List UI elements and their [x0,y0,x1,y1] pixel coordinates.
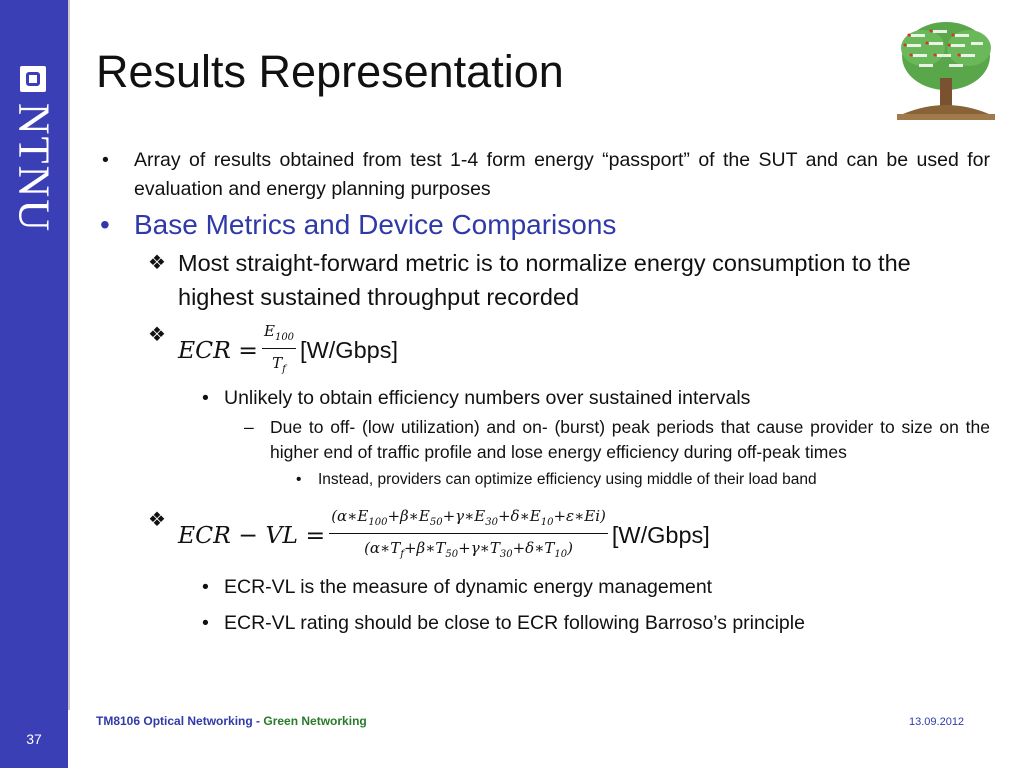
sidebar-divider [68,0,70,710]
ecr-vl-formula-lhs: 𝐸𝐶𝑅 − 𝑉𝐿 = [178,520,326,549]
ecr-fraction [262,318,296,381]
bullet-normalize-text: Most straight-forward metric is to normalize energy consumption to the highest sustained throughput recorded [178,250,911,310]
diamond-bullet-icon: ❖ [148,324,166,346]
ntnu-logo-icon [20,66,46,92]
ecr-vl-numerator: $(\alpha∗E_{100}+\beta∗E_{50}+\gamma∗E_{30}+\delta∗E_{10}+\varepsilon∗Ei)$ [329,503,608,534]
bullet-ecr-vl-dynamic: • ECR-VL is the measure of dynamic energy management [200,572,990,602]
ecr-denominator-sub: f [282,364,286,375]
ecr-numerator-sub: 100 [274,332,295,343]
ecr-numerator: E [264,322,275,340]
bullet-normalize-metric [146,246,990,314]
footer-course [96,714,367,728]
ecr-vl-fraction [329,503,608,566]
ecr-vl-denominator: $(\alpha∗T_f+\beta∗T_{50}+\gamma∗T_{30}+\delta∗T_{10})$ [364,539,574,560]
footer-date: 13.09.2012 [909,716,965,728]
sidebar [0,0,68,768]
ecr-unit: [W/Gbps] [300,336,398,363]
slide-content [96,146,990,638]
ecr-denominator: T [272,354,283,372]
bullet-off-peak: – Due to off- (low utilization) and on- (burst) peak periods that cause provider to size on the higher end of traffic profile and lose energy efficiency during off-peak times [244,415,990,465]
bullet-middle-load-band: • Instead, providers can optimize efficiency using middle of their load band [292,467,990,493]
ecr-formula-lhs: 𝐸𝐶𝑅 = [178,335,258,364]
footer-course-name: TM8106 Optical Networking - [96,714,264,728]
bullet-base-metrics: • Base Metrics and Device Comparisons [96,208,990,242]
ecr-vl-formula [146,503,990,566]
bullet-energy-passport: • Array of results obtained from test 1-4 form energy “passport” of the SUT and can be used for evaluation and energy planning purposes [96,146,990,204]
slide-title: Results Representation [96,46,564,97]
diamond-bullet-icon: ❖ [148,509,166,531]
bullet-unlikely-efficiency: • Unlikely to obtain efficiency numbers over sustained intervals [200,383,990,413]
ecr-formula [146,318,990,381]
green-networking-tree-icon [893,18,999,124]
bullet-ecr-vl-barroso: • ECR-VL rating should be close to ECR following Barroso’s principle [200,608,990,638]
ntnu-brand: NTNU [9,102,59,234]
slide-number: 37 [0,710,68,768]
diamond-bullet-icon: ❖ [148,252,166,274]
footer-topic: Green Networking [263,714,367,728]
ecr-vl-unit: [W/Gbps] [611,521,710,548]
